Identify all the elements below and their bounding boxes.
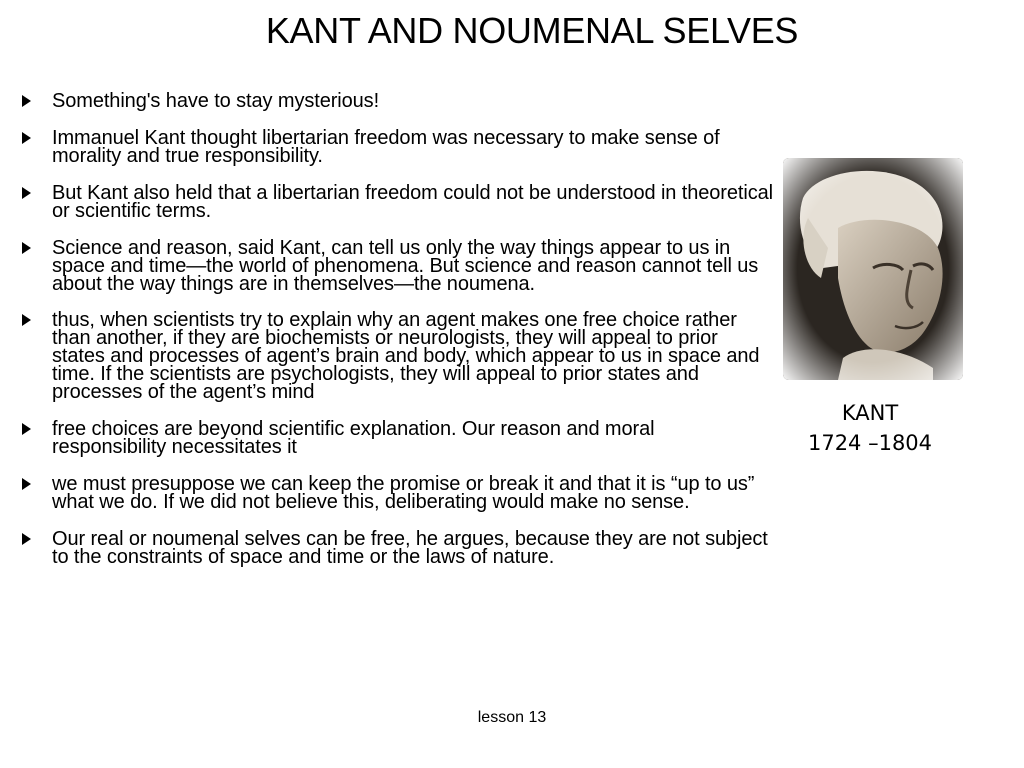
kant-portrait-image: [783, 158, 963, 380]
bullet-item: [22, 184, 774, 220]
bullet-item: [22, 239, 774, 293]
slide-title: KANT AND NOUMENAL SELVES: [265, 10, 799, 51]
bullet-text: Science and reason, said Kant, can tell us only the way things appear to us in space and time—the world of phenomena. But science and reason cannot tell us about the way things are in themselves—the noumena.: [52, 237, 759, 295]
bullet-text: Our real or noumenal selves can be free, he argues, because they are not subject to the constraints of space and time or the laws of nature.: [52, 528, 768, 568]
bullet-text: free choices are beyond scientific explanation. Our reason and moral responsibility necessitates it: [52, 418, 655, 458]
portrait-years: 1724 –1804: [807, 431, 933, 455]
triangle-bullet-icon: [22, 242, 31, 254]
slide-footer: lesson 13: [477, 709, 547, 726]
triangle-bullet-icon: [22, 314, 31, 326]
triangle-bullet-icon: [22, 423, 31, 435]
triangle-bullet-icon: [22, 533, 31, 545]
bullet-text: But Kant also held that a libertarian freedom could not be understood in theoretical or scientific terms.: [52, 182, 773, 222]
bullet-item: [22, 475, 774, 511]
triangle-bullet-icon: [22, 478, 31, 490]
triangle-bullet-icon: [22, 132, 31, 144]
portrait-caption: [785, 398, 955, 458]
bullet-text: we must presuppose we can keep the promise or break it and that it is “up to us” what we do. If we did not believe this, deliberating would make no sense.: [52, 473, 755, 513]
bullet-item: [22, 530, 774, 566]
bullet-item: [22, 420, 774, 456]
kant-portrait: [783, 158, 963, 380]
bullet-item: [22, 311, 774, 401]
triangle-bullet-icon: [22, 95, 31, 107]
bullet-list: [22, 92, 774, 566]
bullet-item: [22, 92, 774, 110]
bullet-item: [22, 129, 774, 165]
portrait-name: KANT: [841, 401, 899, 425]
bullet-text: thus, when scientists try to explain why an agent makes one free choice rather than another, if they are biochemists or neurologists, they will appeal to prior states and processes of agent’s brain and body, which appear to us in space and time. If the scientists are psychologists, they will appeal to prior states and processes of the agent’s mind: [52, 309, 760, 403]
triangle-bullet-icon: [22, 187, 31, 199]
bullet-text: Immanuel Kant thought libertarian freedom was necessary to make sense of morality and true responsibility.: [52, 127, 720, 167]
bullet-text: Something's have to stay mysterious!: [52, 90, 380, 112]
